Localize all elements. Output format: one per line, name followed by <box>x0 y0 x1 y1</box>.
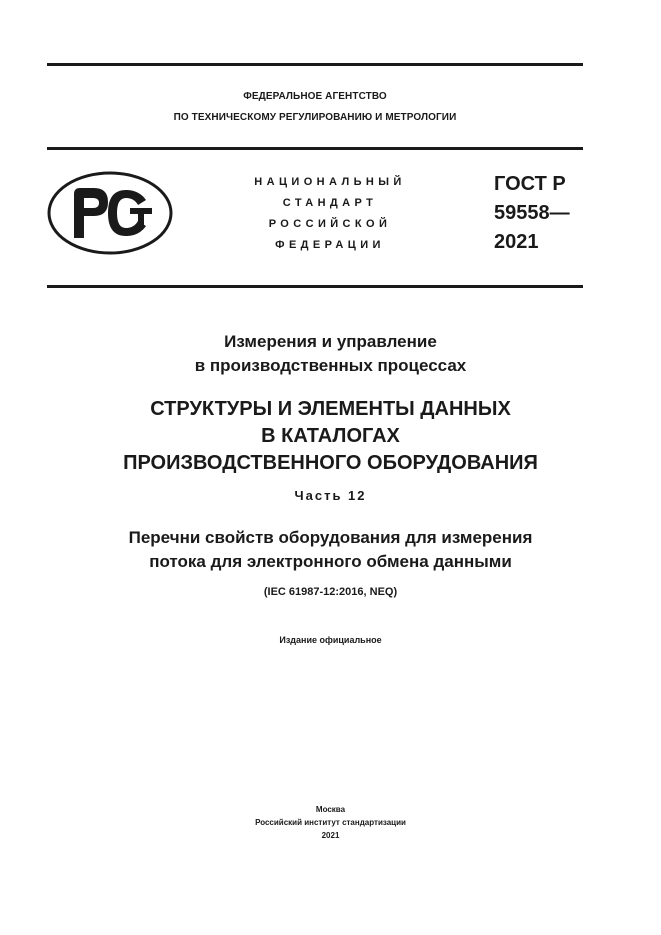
agency-line-1: ФЕДЕРАЛЬНОЕ АГЕНТСТВО <box>243 91 387 102</box>
national-standard-line: ФЕДЕРАЦИИ <box>275 239 385 251</box>
subject-title-line-2: в производственных процессах <box>194 356 467 375</box>
imprint <box>0 803 661 842</box>
imprint-year: 2021 <box>321 831 340 840</box>
designation-line: 2021 <box>494 231 539 253</box>
title-block-rule <box>47 285 583 288</box>
part-number: Часть 12 <box>294 488 367 503</box>
designation-line: ГОСТ Р <box>494 173 566 195</box>
edition-label: Издание официальное <box>279 635 382 645</box>
main-title <box>0 396 661 477</box>
imprint-publisher: Российский институт стандартизации <box>255 818 406 827</box>
imprint-city: Москва <box>315 805 346 814</box>
standard-designation <box>494 170 570 257</box>
subject-title <box>0 330 661 378</box>
header-rule <box>47 147 583 150</box>
international-reference: (IEC 61987-12:2016, NEQ) <box>263 586 398 598</box>
part-title-line-1: Перечни свойств оборудования для измерения <box>128 528 533 547</box>
main-title-line-3: ПРОИЗВОДСТВЕННОГО ОБОРУДОВАНИЯ <box>123 452 538 474</box>
main-title-line-2: В КАТАЛОГАХ <box>261 425 400 447</box>
designation-line: 59558— <box>494 202 570 224</box>
national-standard-line: НАЦИОНАЛЬНЫЙ <box>254 176 406 188</box>
main-title-line-1: СТРУКТУРЫ И ЭЛЕМЕНТЫ ДАННЫХ <box>150 398 511 420</box>
subject-title-line-1: Измерения и управление <box>224 332 437 351</box>
national-standard-line: СТАНДАРТ <box>282 197 378 209</box>
top-rule <box>47 63 583 66</box>
part-title-line-2: потока для электронного обмена данными <box>149 552 512 571</box>
gost-r-emblem-icon <box>46 170 174 256</box>
part-title <box>0 526 661 574</box>
agency-line-2: ПО ТЕХНИЧЕСКОМУ РЕГУЛИРОВАНИЮ И МЕТРОЛОГИИ <box>173 112 457 123</box>
national-standard-label <box>230 172 430 256</box>
national-standard-line: РОССИЙСКОЙ <box>268 218 392 230</box>
